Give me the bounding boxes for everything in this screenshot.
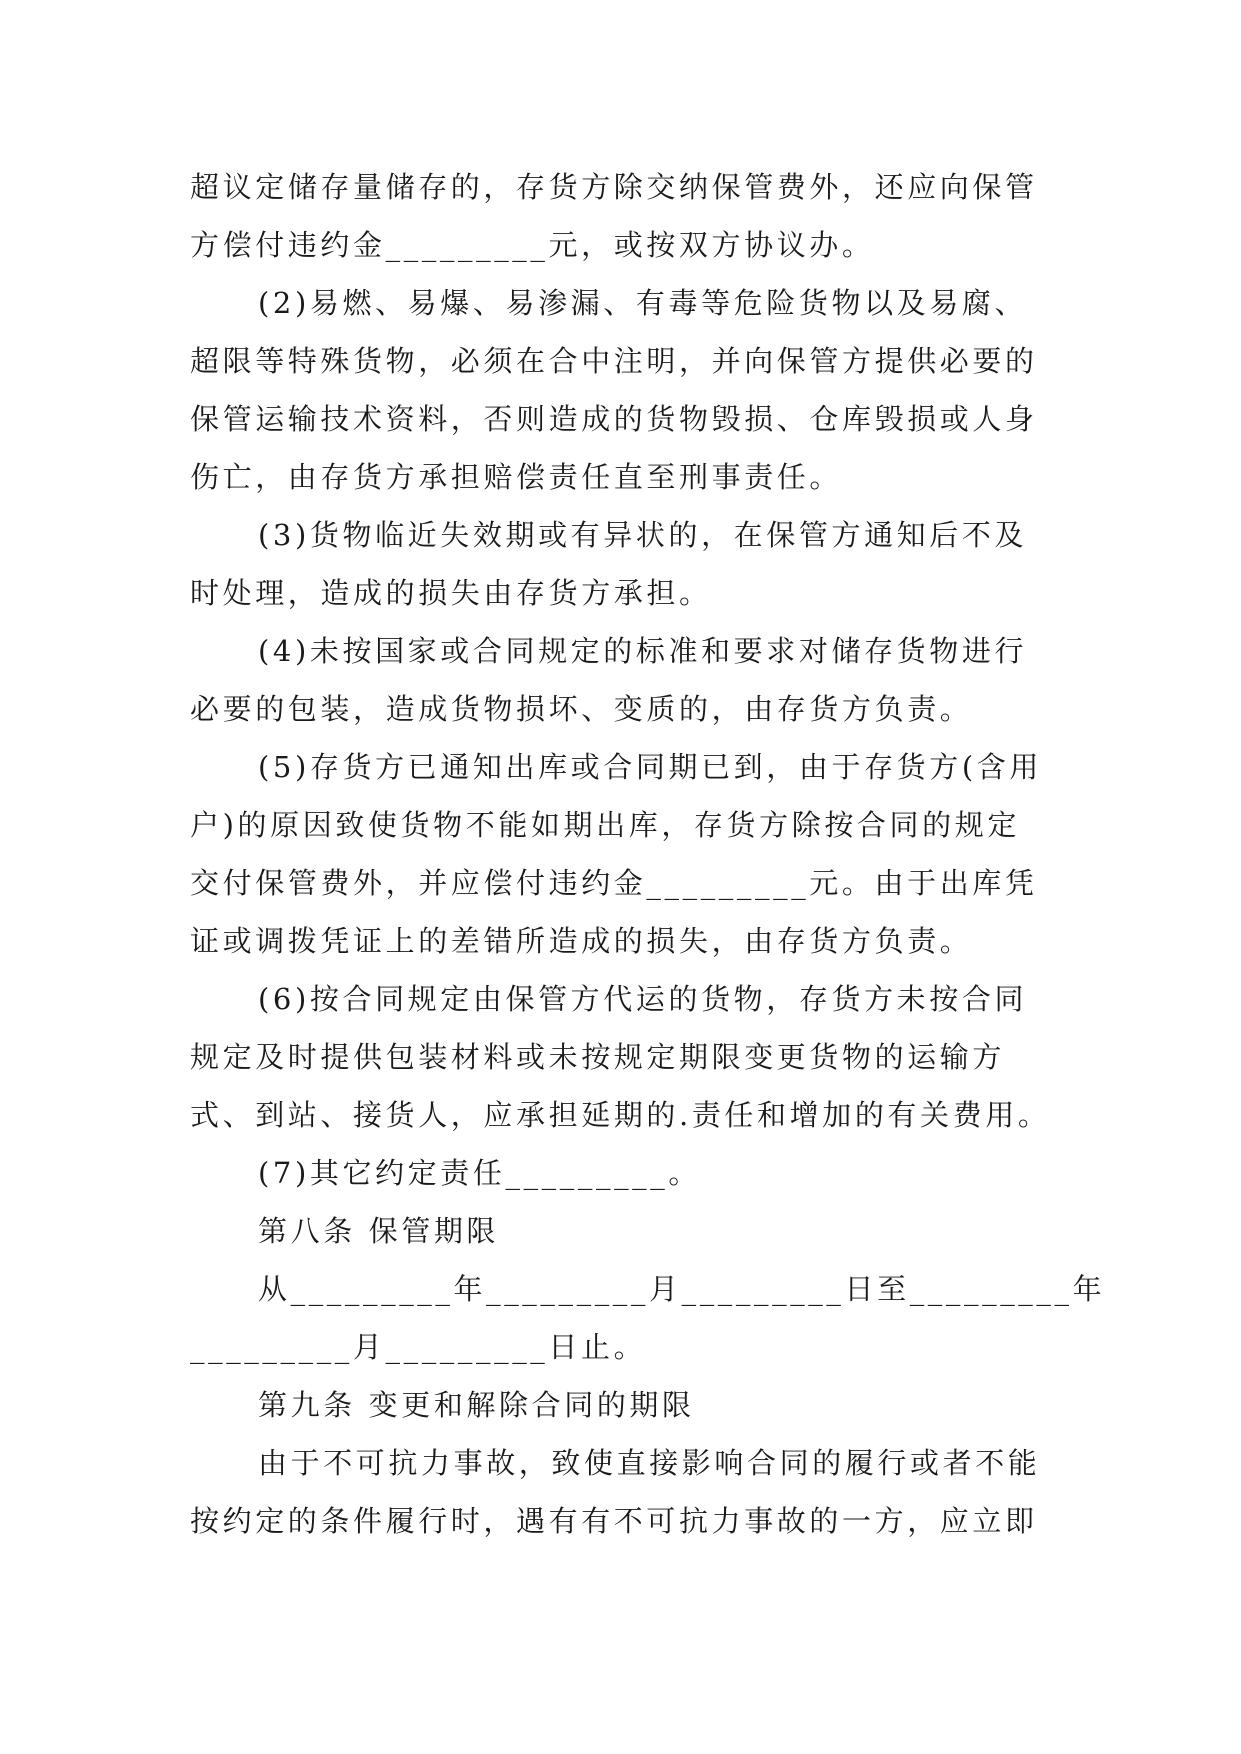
text-line: 交付保管费外，并应偿付违约金_________元。由于出库凭 (190, 866, 1038, 900)
text-line: 规定及时提供包装材料或未按规定期限变更货物的运输方 (190, 1040, 1006, 1074)
text-line: 超限等特殊货物，必须在合中注明，并向保管方提供必要的 (190, 344, 1038, 378)
text-line: 方偿付违约金_________元，或按双方协议办。 (190, 228, 875, 262)
document-body (190, 158, 1106, 1550)
text-line: 式、到站、接货人，应承担延期的.责任和增加的有关费用。 (190, 1098, 1051, 1132)
text-line: 伤亡，由存货方承担赔偿责任直至刑事责任。 (190, 460, 843, 494)
storage-period-line: _________月_________日止。 (190, 1330, 647, 1364)
clause-5-line: (5)存货方已通知出库或合同期已到，由于存货方(含用 (258, 750, 1042, 784)
clause-2-line: (2)易燃、易爆、易渗漏、有毒等危险货物以及易腐、 (258, 286, 1028, 320)
text-line: 保管运输技术资料，否则造成的货物毁损、仓库毁损或人身 (190, 402, 1038, 436)
clause-4-line: (4)未按国家或合同规定的标准和要求对储存货物进行 (258, 634, 1028, 668)
text-line: 按约定的条件履行时，遇有有不可抗力事故的一方，应立即 (190, 1504, 1038, 1538)
text-line: 证或调拨凭证上的差错所造成的损失，由存货方负责。 (190, 924, 973, 958)
clause-7-line: (7)其它约定责任_________。 (258, 1156, 701, 1190)
clause-6-line: (6)按合同规定由保管方代运的货物，存货方未按合同 (258, 982, 1028, 1016)
text-line: 户)的原因致使货物不能如期出库，存货方除按合同的规定 (190, 808, 1020, 842)
text-line: 必要的包装，造成货物损坏、变质的，由存货方负责。 (190, 692, 973, 726)
article-9-heading: 第九条 变更和解除合同的期限 (258, 1388, 695, 1422)
storage-period-line: 从_________年_________月_________日至_________年 (258, 1272, 1106, 1306)
text-line: 超议定储存量储存的，存货方除交纳保管费外，还应向保管 (190, 170, 1038, 204)
clause-3-line: (3)货物临近失效期或有异状的，在保管方通知后不及 (258, 518, 1028, 552)
article-8-heading: 第八条 保管期限 (258, 1214, 500, 1248)
text-line: 时处理，造成的损失由存货方承担。 (190, 576, 712, 610)
article-9-paragraph-line: 由于不可抗力事故，致使直接影响合同的履行或者不能 (258, 1446, 1041, 1480)
